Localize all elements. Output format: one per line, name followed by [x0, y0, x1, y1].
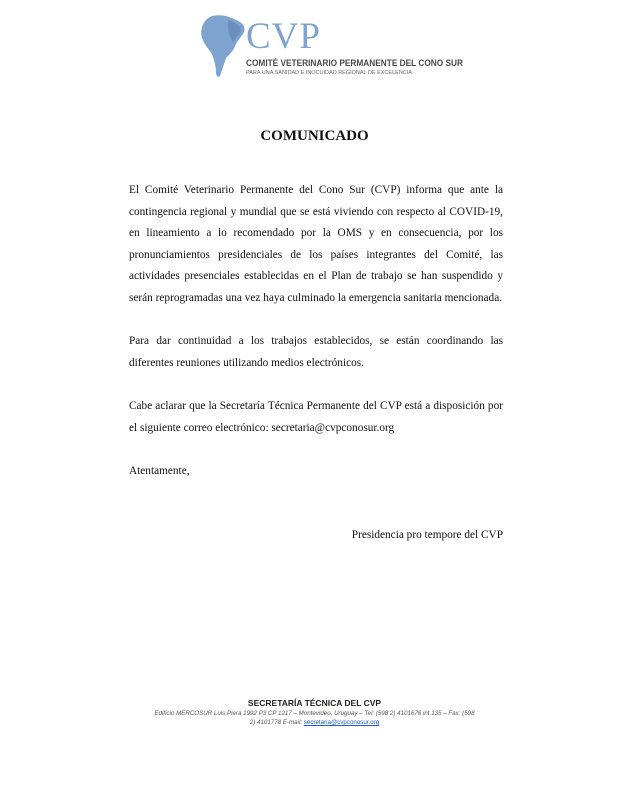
footer-address-line-2-text: 2) 4101778 E-mail:: [249, 719, 304, 726]
footer-title: SECRETARÍA TÉCNICA DEL CVP: [247, 698, 382, 708]
logo-acronym: CVP: [246, 16, 321, 57]
signature-line: Presidencia pro tempore del CVP: [351, 529, 503, 541]
footer-email-link[interactable]: secretaria@cvpconosur.org: [303, 719, 380, 726]
page-footer: [100, 697, 529, 727]
footer-address-line-2: [100, 718, 529, 727]
logo-organization-name: COMITÉ VETERINARIO PERMANENTE DEL CONO SUR: [246, 58, 463, 68]
body-paragraph-3: Cabe aclarar que la Secretaría Técnica Permanente del CVP está a disposición por el siguiente correo electrónico: secretaria@cvpconosur.org: [129, 400, 503, 434]
closing-salutation: Atentamente,: [129, 465, 190, 477]
body-paragraph-2: Para dar continuidad a los trabajos establecidos, se están coordinando las diferentes reuniones utilizando medios electrónicos.: [129, 335, 503, 369]
logo-tagline: PARA UNA SANIDAD E INOCUIDAD REGIONAL DE EXCELENCIA: [246, 70, 412, 76]
cvp-logo: [198, 14, 463, 80]
body-paragraph-1: El Comité Veterinario Permanente del Cono Sur (CVP) informa que ante la contingencia regional y mundial que se está viviendo con respecto al COVID-19, en lineamiento a lo recomendado por la OMS y en consecuencia, por los pronunciamientos presidenciales de los países integrantes del Comité, las actividades presenciales establecidas en el Plan de trabajo se han suspendido y serán reprogramadas una vez haya culminado la emergencia sanitaria mencionada.: [129, 184, 503, 304]
document-heading: COMUNICADO: [260, 128, 369, 144]
footer-address-line-1: Edificio MERCOSUR Luis Piera 1992 P3 CP 1217 – Montevideo, Uruguay – Tel: (598 2) 4101676 int.135 – Fax: (598: [154, 710, 475, 717]
